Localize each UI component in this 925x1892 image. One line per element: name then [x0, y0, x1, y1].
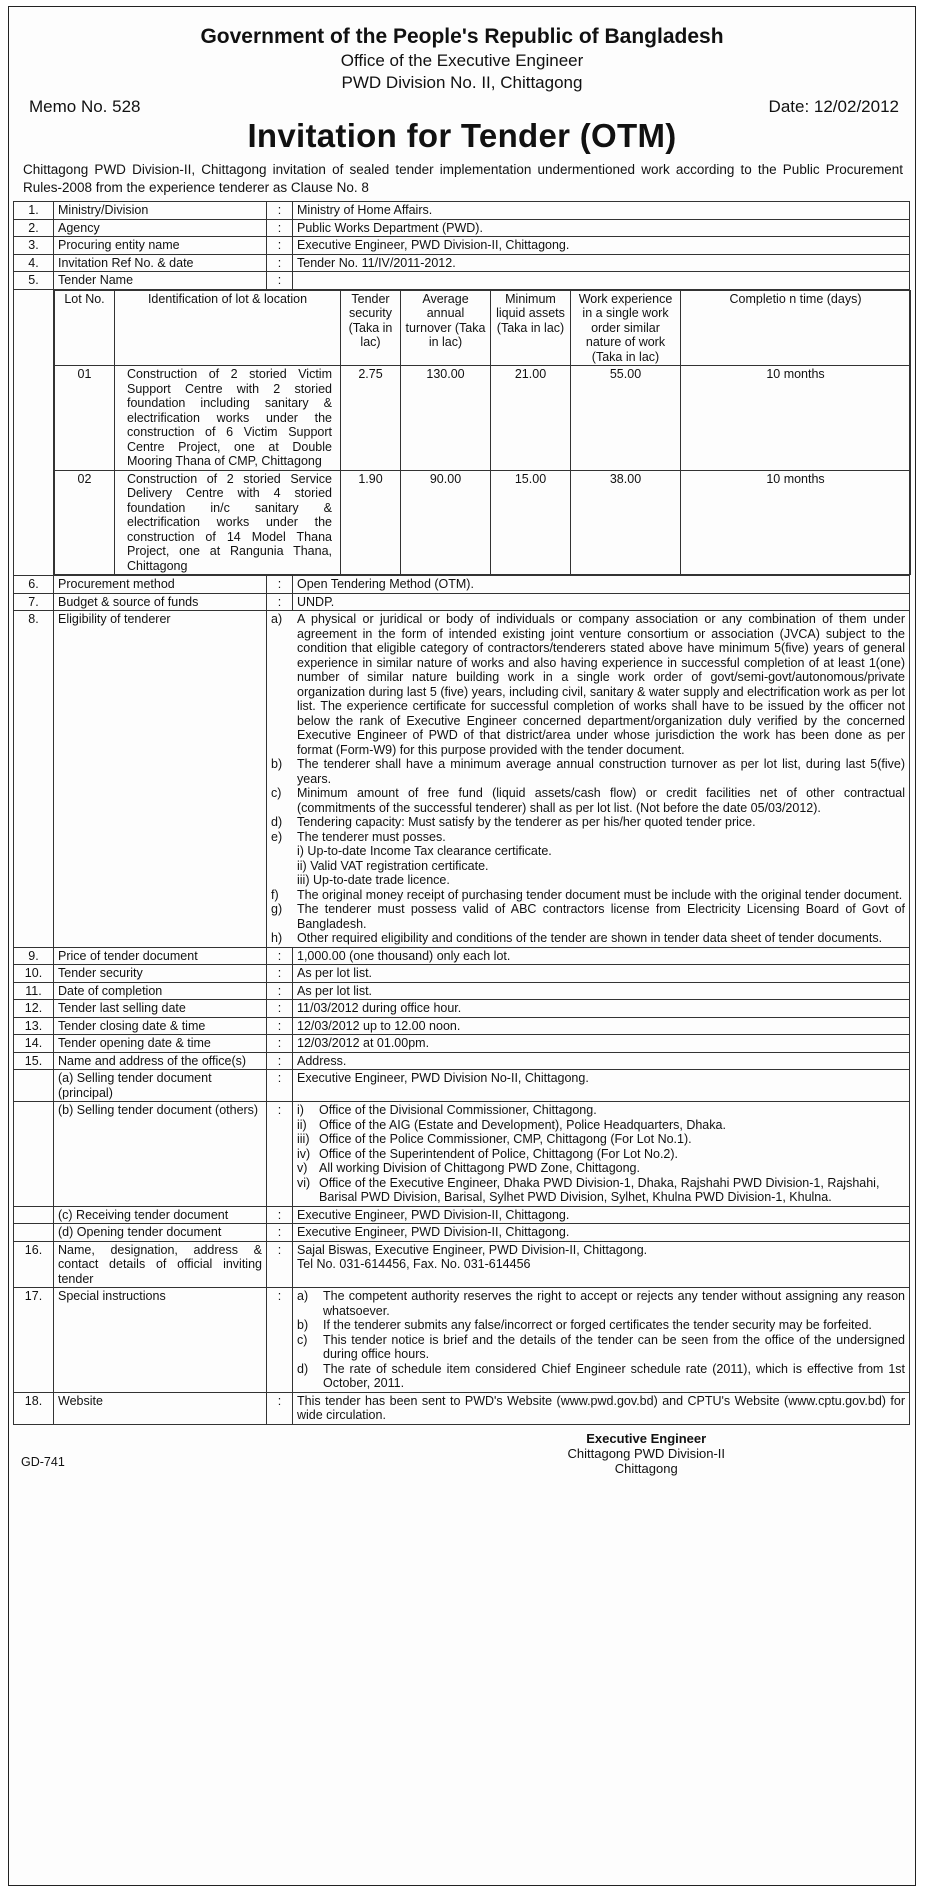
list-item: [297, 1289, 905, 1318]
row-label: Tender opening date & time: [54, 1035, 267, 1053]
list-text: If the tenderer submits any false/incorrect or forged certificates the tender security may be forfeited.: [323, 1318, 872, 1332]
colon: :: [267, 1000, 293, 1018]
info-row: [14, 237, 910, 255]
list-text: The rate of schedule item considered Chief Engineer schedule rate (2011), which is effective from 1st October, 2011.: [323, 1361, 905, 1390]
list-text: Office of the Police Commissioner, CMP, Chittagong (For Lot No.1).: [319, 1132, 692, 1146]
list-item: [271, 786, 905, 815]
row-label: (d) Opening tender document: [54, 1224, 267, 1242]
lot-identification: Construction of 2 storied Victim Support Centre with 2 storied foundation including sanitary & electrification works under the construction of 6 Victim Support Centre Project, one at Double Mooring Thana of CMP, Chittagong: [115, 366, 341, 471]
info-row: [14, 1052, 910, 1070]
row-value: [293, 1241, 910, 1288]
list-item: [297, 1333, 905, 1362]
colon: :: [267, 982, 293, 1000]
lot-turnover: 90.00: [401, 470, 491, 575]
lot-row: [55, 470, 911, 575]
list-marker: c): [271, 786, 282, 800]
official-name: Sajal Biswas, Executive Engineer, PWD Division-II, Chittagong.: [297, 1242, 648, 1257]
list-marker: iv): [297, 1146, 311, 1161]
colon: :: [267, 593, 293, 611]
list-item: [271, 931, 905, 946]
signature-line-1: Chittagong PWD Division-II: [567, 1446, 725, 1461]
lot-experience: 38.00: [571, 470, 681, 575]
list-marker: b): [271, 757, 283, 771]
row-label: Special instructions: [54, 1288, 267, 1393]
list-item: [297, 1176, 905, 1205]
office-d-row: [14, 1224, 910, 1242]
row-value: Open Tendering Method (OTM).: [293, 576, 910, 594]
info-row: [14, 254, 910, 272]
row-label: Price of tender document: [54, 947, 267, 965]
lot-completion: 10 months: [681, 366, 911, 471]
list-marker: d): [297, 1361, 309, 1376]
row-number: 2.: [14, 219, 54, 237]
colon: :: [267, 1035, 293, 1053]
info-row: [14, 202, 910, 220]
colon: :: [267, 254, 293, 272]
division-heading: PWD Division No. II, Chittagong: [341, 73, 583, 92]
list-marker: g): [271, 902, 283, 916]
colon: :: [267, 272, 293, 290]
row-number: 1.: [14, 202, 54, 220]
colon: :: [267, 947, 293, 965]
list-text: Office of the Superintendent of Police, Chittagong (For Lot No.2).: [319, 1146, 679, 1161]
list-text: This tender notice is brief and the details of the tender can be seen from the office of the undersigned during office hours.: [323, 1332, 905, 1361]
eligibility-row: [14, 611, 910, 948]
lot-security: 1.90: [341, 470, 401, 575]
info-row: [14, 982, 910, 1000]
colon: :: [267, 965, 293, 983]
row-number: 5.: [14, 272, 54, 290]
list-item: [271, 612, 905, 757]
list-item: [271, 830, 905, 845]
header-security: Tender security (Taka in lac): [341, 290, 401, 366]
list-marker: vi): [297, 1175, 311, 1190]
page-title: Invitation for Tender (OTM): [247, 117, 677, 154]
list-text: Office of the Divisional Commissioner, Chittagong.: [319, 1103, 597, 1117]
tender-table: [13, 201, 910, 1425]
row-value: As per lot list.: [293, 965, 910, 983]
list-item: [297, 1103, 905, 1118]
list-item: [297, 1318, 905, 1333]
row-value: UNDP.: [293, 593, 910, 611]
lot-identification: Construction of 2 storied Service Delivery Centre with 4 storied foundation in/c sanitary & electrification works under the construction of 14 Model Thana Project, one at Rangunia Thana, Chittagong: [115, 470, 341, 575]
row-label: Tender closing date & time: [54, 1017, 267, 1035]
row-number: 12.: [14, 1000, 54, 1018]
list-text: Other required eligibility and conditions of the tender are shown in tender data sheet of tender documents.: [297, 931, 883, 945]
colon: :: [267, 1206, 293, 1224]
list-marker: b): [297, 1318, 309, 1332]
list-item: [297, 1161, 905, 1176]
lot-turnover: 130.00: [401, 366, 491, 471]
colon: :: [267, 219, 293, 237]
row-value: This tender has been sent to PWD's Website (www.pwd.gov.bd) and CPTU's Website (www.cptu.gov.bd) for wide circulation.: [293, 1392, 910, 1424]
colon: :: [267, 1392, 293, 1424]
row-value: Ministry of Home Affairs.: [293, 202, 910, 220]
row-label: Website: [54, 1392, 267, 1424]
header-liquid: Minimum liquid assets (Taka in lac): [491, 290, 571, 366]
colon: :: [267, 1102, 293, 1207]
eligibility-list: [267, 611, 910, 948]
signature-block: [568, 1431, 726, 1476]
office-c-row: [14, 1206, 910, 1224]
row-label: Ministry/Division: [54, 202, 267, 220]
row-label: Invitation Ref No. & date: [54, 254, 267, 272]
list-marker: e): [271, 829, 283, 844]
row-number: 11.: [14, 982, 54, 1000]
row-label: Budget & source of funds: [54, 593, 267, 611]
info-row: [14, 1017, 910, 1035]
gd-number: GD-741: [21, 1455, 65, 1469]
list-item: [297, 1147, 905, 1162]
row-number: 6.: [14, 576, 54, 594]
info-row: [14, 947, 910, 965]
row-value: 12/03/2012 at 01.00pm.: [293, 1035, 910, 1053]
row-number: 14.: [14, 1035, 54, 1053]
row-label: (c) Receiving tender document: [54, 1206, 267, 1224]
memo-number: Memo No. 528: [29, 97, 141, 116]
info-row: [14, 965, 910, 983]
list-item: [297, 1362, 905, 1391]
office-list: [293, 1102, 910, 1207]
row-number: 10.: [14, 965, 54, 983]
list-marker: h): [271, 931, 283, 945]
row-number: 18.: [14, 1392, 54, 1424]
list-text: The tenderer shall have a minimum average annual construction turnover as per lot list, during last 5(five) years.: [297, 757, 905, 786]
list-item: [271, 902, 905, 931]
government-heading: Government of the People's Republic of Bangladesh: [200, 25, 724, 48]
info-row: [14, 1000, 910, 1018]
row-number: 4.: [14, 254, 54, 272]
colon: :: [267, 1017, 293, 1035]
lot-security: 2.75: [341, 366, 401, 471]
lot-table-header: [55, 290, 911, 366]
list-marker: d): [271, 815, 283, 829]
sub-item: iii) Up-to-date trade licence.: [297, 873, 450, 887]
row-label: Tender last selling date: [54, 1000, 267, 1018]
memo-date-row: [29, 97, 899, 117]
colon: :: [267, 237, 293, 255]
row-value: Executive Engineer, PWD Division-II, Chittagong.: [293, 1206, 910, 1224]
row-value: 11/03/2012 during office hour.: [293, 1000, 910, 1018]
header-completion: Completio n time (days): [681, 290, 911, 366]
header-turnover: Average annual turnover (Taka in lac): [401, 290, 491, 366]
list-marker: ii): [297, 1117, 307, 1132]
list-text: The original money receipt of purchasing tender document must be include with the original tender document.: [297, 887, 903, 902]
colon: :: [267, 1224, 293, 1242]
intro-paragraph: Chittagong PWD Division-II, Chittagong invitation of sealed tender implementation undermentioned work according to the Public Procurement Rules-2008 from the experience tenderer as Clause No. 8: [23, 162, 903, 195]
info-row: [14, 1035, 910, 1053]
row-number: 8.: [14, 611, 54, 948]
row-value: Tender No. 11/IV/2011-2012.: [293, 254, 910, 272]
row-value: Executive Engineer, PWD Division-II, Chittagong.: [293, 1224, 910, 1242]
office-heading: Office of the Executive Engineer: [340, 51, 584, 70]
lot-number: 01: [55, 366, 115, 471]
office-b-row: [14, 1102, 910, 1207]
row-number: 16.: [14, 1241, 54, 1288]
list-text: Tendering capacity: Must satisfy by the tenderer as per his/her quoted tender price.: [297, 815, 756, 829]
row-label: Name, designation, address & contact details of official inviting tender: [54, 1241, 267, 1288]
lot-number: 02: [55, 470, 115, 575]
website-row: [14, 1392, 910, 1424]
list-item: [271, 757, 905, 786]
colon: :: [267, 1070, 293, 1102]
list-item: [271, 888, 905, 903]
colon: :: [267, 1052, 293, 1070]
row-label: Date of completion: [54, 982, 267, 1000]
lot-liquid: 15.00: [491, 470, 571, 575]
row-number: 13.: [14, 1017, 54, 1035]
list-text: The tenderer must posses.: [297, 829, 446, 844]
list-marker: v): [297, 1161, 308, 1175]
sub-item: ii) Valid VAT registration certificate.: [297, 858, 489, 873]
list-text: The tenderer must possess valid of ABC contractors license from Electricity Licensing Board of Govt of Bangladesh.: [297, 902, 905, 931]
colon: :: [267, 576, 293, 594]
row-label: Procurement method: [54, 576, 267, 594]
list-marker: c): [297, 1332, 308, 1347]
row-label: (a) Selling tender document (principal): [54, 1070, 267, 1102]
lot-table-row: [14, 289, 910, 576]
sub-item: i) Up-to-date Income Tax clearance certificate.: [297, 844, 552, 858]
row-value: 12/03/2012 up to 12.00 noon.: [293, 1017, 910, 1035]
lot-experience: 55.00: [571, 366, 681, 471]
colon: :: [267, 1288, 293, 1393]
notice-date: Date: 12/02/2012: [768, 97, 899, 116]
list-text: Minimum amount of free fund (liquid assets/cash flow) or credit facilities net of other contractual (commitments of the successful tenderer) shall as per lot list. (Not before the date 05/03/2012).: [297, 786, 905, 815]
header-identification: Identification of lot & location: [115, 290, 341, 366]
list-text: A physical or juridical or body of individuals or company association or any combination of them under agreement in the form of intended existing joint venture consortium or association (JVCA) subject to the condition that eligible category of contractors/tenderers stated above have minimum 5(five) years of general experience in similar nature of works and also having experience in successful completion of at least 1(one) number of similar nature building work in a single work order of govt/semi-govt/autonomous/private organization during last 5 (five) years, including civil, sanitary & water supply and electrification work as per lot list. The experience certificate for successful completion of works shall have to be issued by the officer not below the rank of Executive Engineer concerned department/organization duly verified by the concerned Executive Engineer of PWD of that district/area under whose jurisdiction the work has been done as per format (Form-W9) for this purpose provided with the tender document.: [297, 612, 905, 757]
info-row: [14, 272, 910, 290]
list-text: All working Division of Chittagong PWD Zone, Chittagong.: [319, 1161, 640, 1175]
colon: :: [267, 1241, 293, 1288]
list-item: [297, 1118, 905, 1133]
list-marker: a): [271, 612, 283, 626]
row-number: 9.: [14, 947, 54, 965]
row-number: 17.: [14, 1288, 54, 1393]
info-row: [14, 576, 910, 594]
row-value: As per lot list.: [293, 982, 910, 1000]
special-row: [14, 1288, 910, 1393]
list-marker: i): [297, 1103, 304, 1117]
special-list: [293, 1288, 910, 1393]
list-marker: a): [297, 1289, 309, 1303]
row-value: Address.: [293, 1052, 910, 1070]
info-row: [14, 219, 910, 237]
row-label: Name and address of the office(s): [54, 1052, 267, 1070]
row-value: 1,000.00 (one thousand) only each lot.: [293, 947, 910, 965]
lot-completion: 10 months: [681, 470, 911, 575]
list-text: Office of the AIG (Estate and Development), Police Headquarters, Dhaka.: [319, 1117, 726, 1132]
lot-table: [54, 290, 911, 576]
signature-line-2: Chittagong: [614, 1461, 678, 1476]
lot-liquid: 21.00: [491, 366, 571, 471]
list-text: Office of the Executive Engineer, Dhaka PWD Division-1, Dhaka, Rajshahi PWD Division-1, Rajshahi, Barisal PWD Division, Barisal, Sylhet PWD Division, Sylhet, Khulna PWD Division-1, Khulna.: [319, 1175, 880, 1204]
row-value: Public Works Department (PWD).: [293, 219, 910, 237]
header-experience: Work experience in a single work order similar nature of work (Taka in lac): [571, 290, 681, 366]
list-text: The competent authority reserves the right to accept or rejects any tender without assigning any reason whatsoever.: [323, 1289, 905, 1318]
list-item: [271, 815, 905, 830]
signature-title: Executive Engineer: [586, 1431, 707, 1446]
header-lot: Lot No.: [55, 290, 115, 366]
colon: :: [267, 202, 293, 220]
row-number: 7.: [14, 593, 54, 611]
tender-notice: [8, 6, 916, 1886]
list-marker: f): [271, 887, 279, 902]
row-value: [293, 272, 910, 290]
list-item: [297, 1132, 905, 1147]
official-contact: Tel No. 031-614456, Fax. No. 031-614456: [297, 1257, 531, 1271]
row-number: 3.: [14, 237, 54, 255]
row-value: Executive Engineer, PWD Division No-II, Chittagong.: [293, 1070, 910, 1102]
row-label: Tender security: [54, 965, 267, 983]
row-label: Agency: [54, 219, 267, 237]
office-a-row: [14, 1070, 910, 1102]
official-row: [14, 1241, 910, 1288]
row-number: 15.: [14, 1052, 54, 1070]
row-label: Procuring entity name: [54, 237, 267, 255]
row-label: (b) Selling tender document (others): [54, 1102, 267, 1207]
row-label: Eligibility of tenderer: [54, 611, 267, 948]
row-value: Executive Engineer, PWD Division-II, Chittagong.: [293, 237, 910, 255]
lot-row: [55, 366, 911, 471]
row-label: Tender Name: [54, 272, 267, 290]
info-row: [14, 593, 910, 611]
list-marker: iii): [297, 1132, 310, 1146]
